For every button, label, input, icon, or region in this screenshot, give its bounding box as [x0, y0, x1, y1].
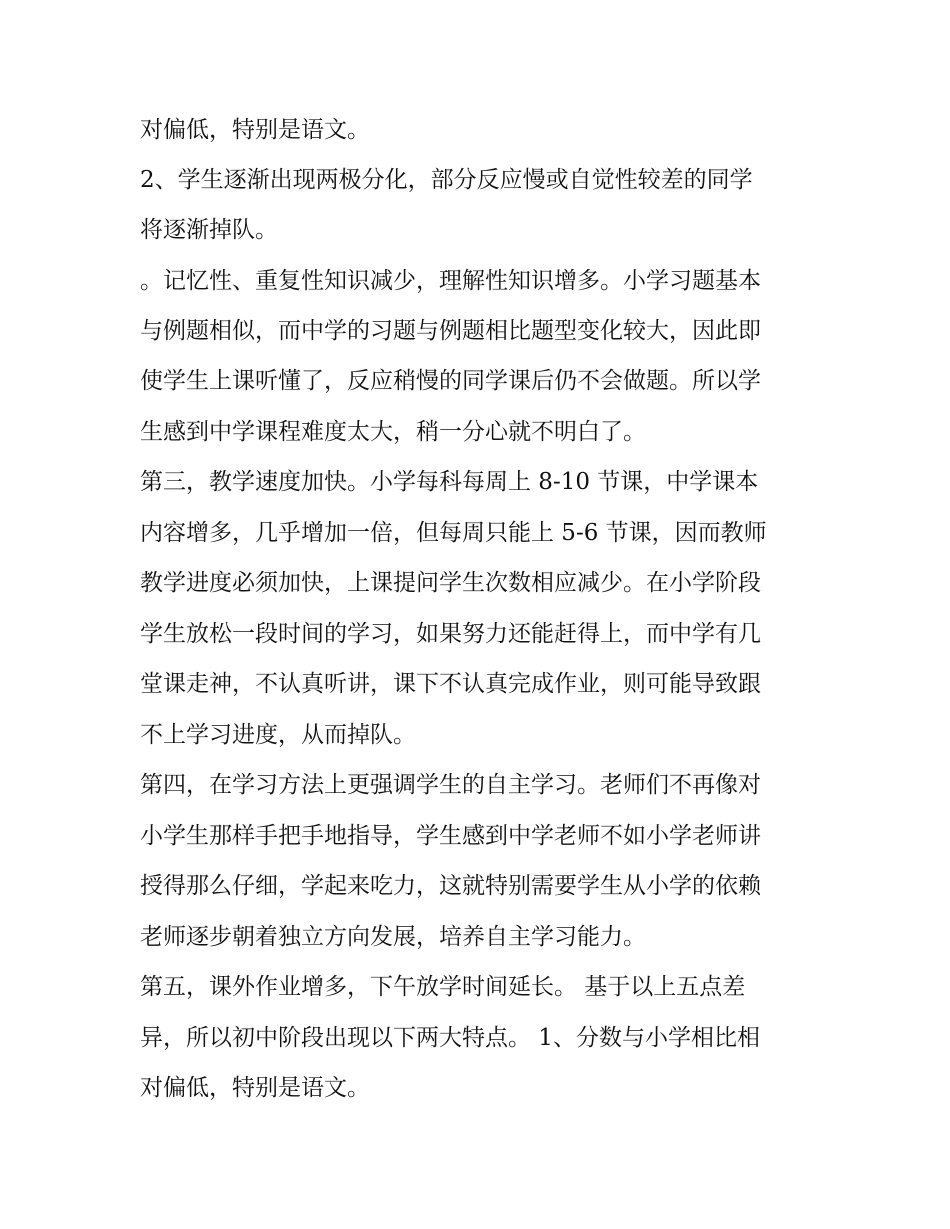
text-line: 对偏低，特别是语文。	[140, 117, 370, 143]
text-line: 将逐渐掉队。	[140, 217, 278, 243]
text-line: 内容增多，几乎增加一倍，但每周只能上 5-6 节课，因而教师	[140, 520, 767, 546]
text-line: 授得那么仔细，学起来吃力，这就特别需要学生从小学的依赖	[140, 873, 761, 899]
text-line: 2、学生逐渐出现两极分化，部分反应慢或自觉性较差的同学	[140, 167, 753, 193]
text-line: 教学进度必须加快，上课提问学生次数相应减少。在小学阶段	[140, 570, 761, 596]
text-line: 堂课走神，不认真听讲，课下不认真完成作业，则可能导致跟	[140, 671, 761, 697]
text-line: 第四，在学习方法上更强调学生的自主学习。老师们不再像对	[140, 772, 761, 798]
text-line: 对偏低，特别是语文。	[140, 1075, 370, 1101]
text-line: 。记忆性、重复性知识减少，理解性知识增多。小学习题基本	[140, 268, 761, 294]
text-line: 生感到中学课程难度太大，稍一分心就不明白了。	[140, 419, 646, 445]
text-line: 使学生上课听懂了，反应稍慢的同学课后仍不会做题。所以学	[140, 368, 761, 394]
text-line: 第三，教学速度加快。小学每科每周上 8-10 节课，中学课本	[140, 469, 759, 495]
text-line: 第五，课外作业增多，下午放学时间延长。 基于以上五点差	[140, 974, 746, 1000]
text-line: 异，所以初中阶段出现以下两大特点。 1、分数与小学相比相	[140, 1025, 760, 1051]
text-line: 与例题相似，而中学的习题与例题相比题型变化较大，因此即	[140, 318, 761, 344]
text-line: 学生放松一段时间的学习，如果努力还能赶得上，而中学有几	[140, 621, 761, 647]
text-line: 老师逐步朝着独立方向发展，培养自主学习能力。	[140, 924, 646, 950]
text-line: 不上学习进度，从而掉队。	[140, 722, 416, 748]
text-line: 小学生那样手把手地指导，学生感到中学老师不如小学老师讲	[140, 823, 761, 849]
